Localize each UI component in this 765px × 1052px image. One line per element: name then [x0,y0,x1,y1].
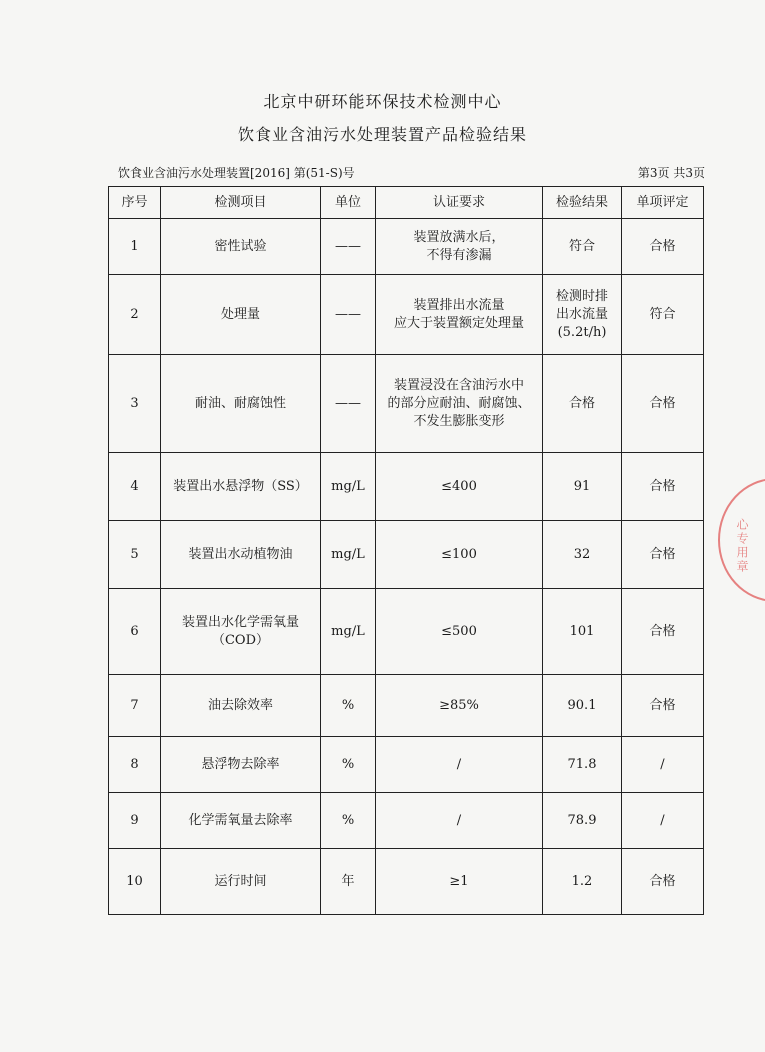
unit-cell: 年 [321,849,376,915]
table-row [109,737,704,793]
unit-cell: % [321,675,376,737]
requirement-cell: / [376,737,543,793]
test-item-cell: 装置出水悬浮物（SS） [161,453,321,521]
test-result-cell: 合格 [543,355,622,453]
row-number-cell: 7 [109,675,161,737]
document-number: 饮食业含油污水处理装置[2016] 第(51-S)号 [118,166,355,180]
red-seal-stamp [718,478,765,602]
test-result-cell: 91 [543,453,622,521]
page-info: 第3页 共3页 [637,166,705,180]
col-header-evaluation: 单项评定 [622,187,704,219]
table-row [109,219,704,275]
evaluation-cell: 合格 [622,453,704,521]
test-item-cell: 装置出水动植物油 [161,521,321,589]
col-header-requirement: 认证要求 [376,187,543,219]
table-row [109,793,704,849]
unit-cell: mg/L [321,589,376,675]
evaluation-cell: 合格 [622,521,704,589]
col-header-item: 检测项目 [161,187,321,219]
table-row [109,589,704,675]
row-number-cell: 3 [109,355,161,453]
table-row [109,849,704,915]
evaluation-cell: 合格 [622,849,704,915]
row-number-cell: 5 [109,521,161,589]
test-item-cell: 处理量 [161,275,321,355]
test-result-cell: 检测时排 出水流量 (5.2t/h) [543,275,622,355]
row-number-cell: 10 [109,849,161,915]
test-result-cell: 71.8 [543,737,622,793]
requirement-cell: 装置放满水后， 不得有渗漏 [376,219,543,275]
table-row [109,521,704,589]
col-header-no: 序号 [109,187,161,219]
unit-cell: —— [321,275,376,355]
test-item-cell: 装置出水化学需氧量 （COD） [161,589,321,675]
evaluation-cell: 合格 [622,355,704,453]
requirement-cell: ≤100 [376,521,543,589]
requirement-cell: / [376,793,543,849]
test-result-cell: 78.9 [543,793,622,849]
table-row [109,675,704,737]
unit-cell: mg/L [321,521,376,589]
unit-cell: mg/L [321,453,376,521]
row-number-cell: 6 [109,589,161,675]
inspection-results-table [108,186,704,915]
evaluation-cell: / [622,793,704,849]
table-body [109,219,704,915]
requirement-cell: 装置浸没在含油污水中 的部分应耐油、耐腐蚀、 不发生膨胀变形 [376,355,543,453]
table-row [109,453,704,521]
row-number-cell: 8 [109,737,161,793]
requirement-cell: 装置排出水流量 应大于装置额定处理量 [376,275,543,355]
unit-cell: —— [321,355,376,453]
test-result-cell: 1.2 [543,849,622,915]
col-header-result: 检验结果 [543,187,622,219]
test-item-cell: 密性试验 [161,219,321,275]
table-row [109,275,704,355]
row-number-cell: 4 [109,453,161,521]
evaluation-cell: 合格 [622,589,704,675]
report-title: 饮食业含油污水处理装置产品检验结果 [237,125,527,144]
test-result-cell: 90.1 [543,675,622,737]
test-item-cell: 油去除效率 [161,675,321,737]
stamp-text: 心专用章 [735,518,749,574]
requirement-cell: ≤500 [376,589,543,675]
test-result-cell: 32 [543,521,622,589]
test-item-cell: 悬浮物去除率 [161,737,321,793]
row-number-cell: 2 [109,275,161,355]
requirement-cell: ≥1 [376,849,543,915]
row-number-cell: 9 [109,793,161,849]
evaluation-cell: 合格 [622,675,704,737]
unit-cell: —— [321,219,376,275]
table-row [109,355,704,453]
requirement-cell: ≤400 [376,453,543,521]
unit-cell: % [321,793,376,849]
col-header-unit: 单位 [321,187,376,219]
row-number-cell: 1 [109,219,161,275]
test-item-cell: 耐油、耐腐蚀性 [161,355,321,453]
center-name-title: 北京中研环能环保技术检测中心 [263,92,502,111]
evaluation-cell: / [622,737,704,793]
evaluation-cell: 符合 [622,275,704,355]
test-result-cell: 101 [543,589,622,675]
test-item-cell: 运行时间 [161,849,321,915]
table-header-row [109,187,704,219]
unit-cell: % [321,737,376,793]
test-result-cell: 符合 [543,219,622,275]
requirement-cell: ≥85% [376,675,543,737]
evaluation-cell: 合格 [622,219,704,275]
test-item-cell: 化学需氧量去除率 [161,793,321,849]
